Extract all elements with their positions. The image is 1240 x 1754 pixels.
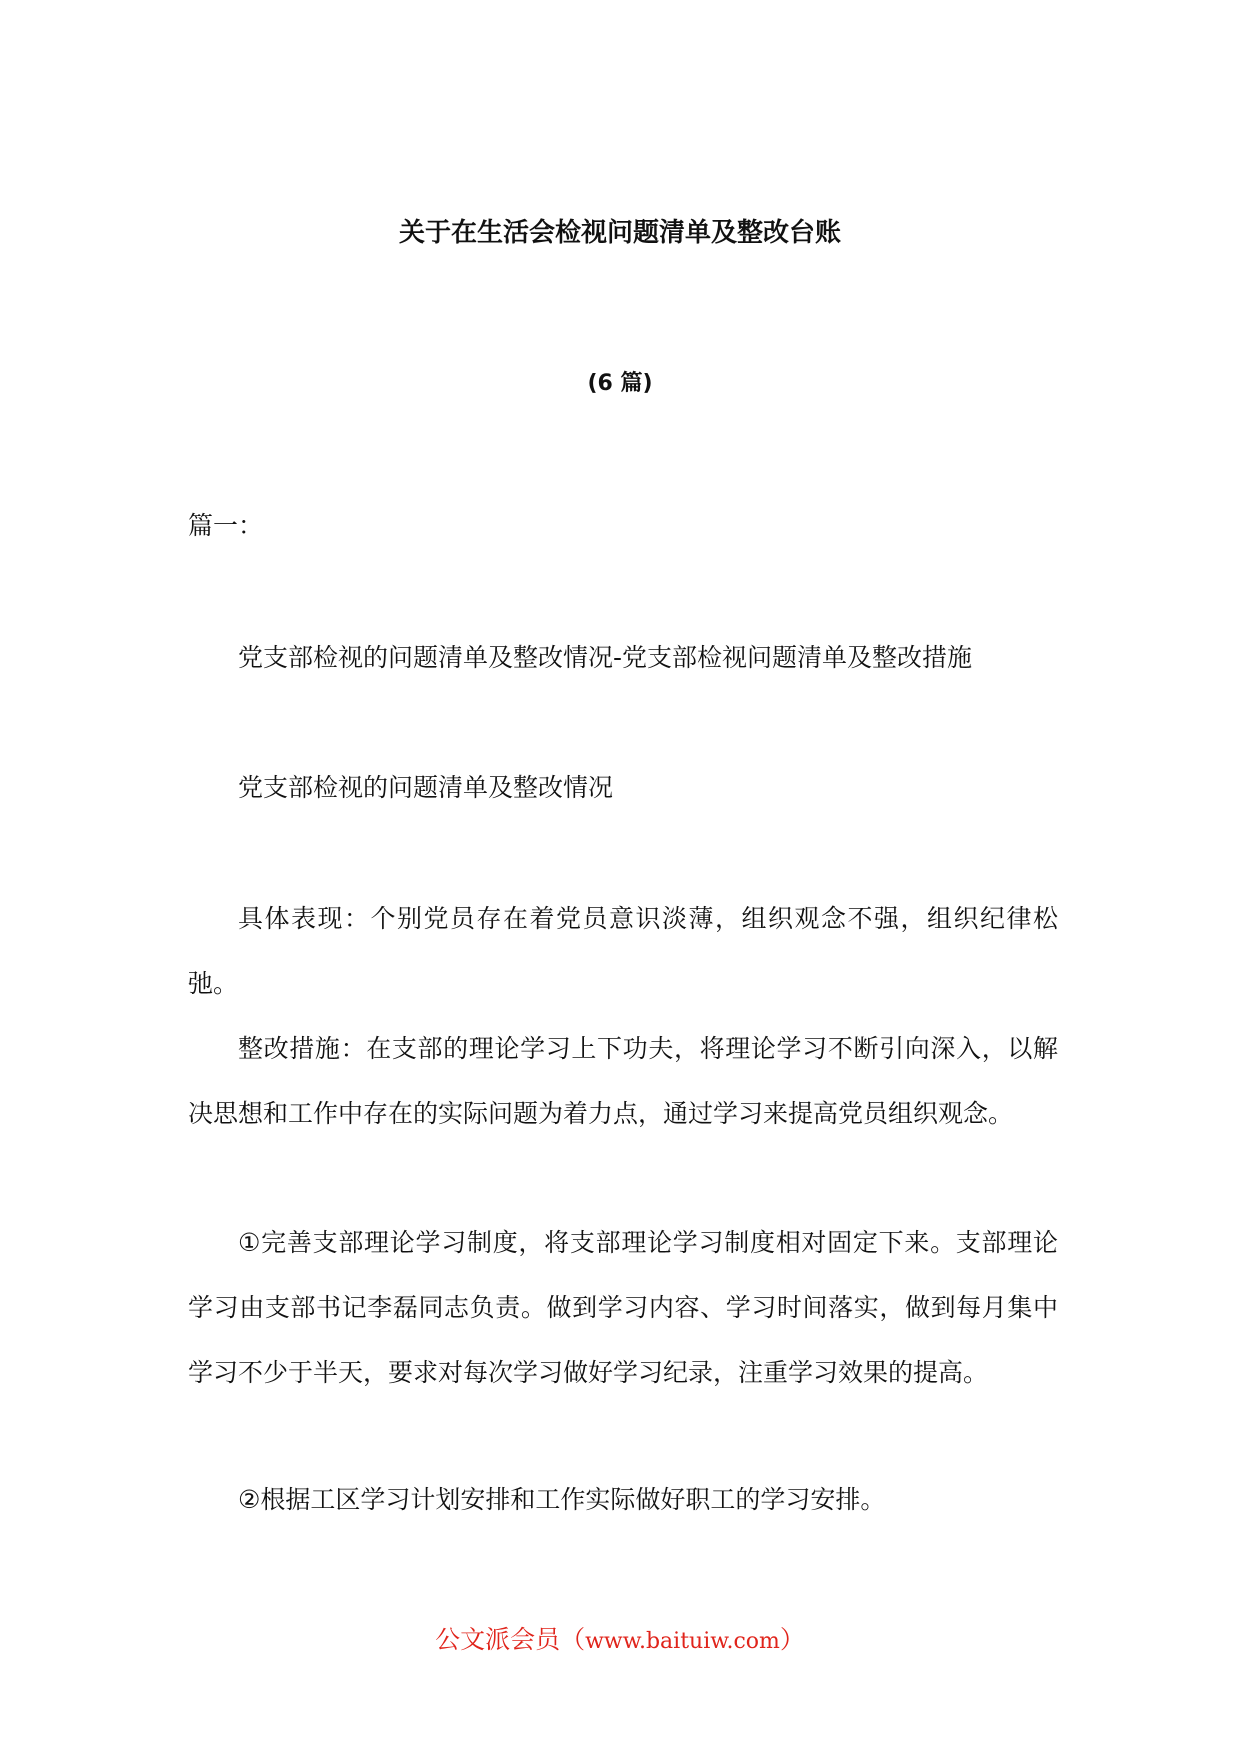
paragraph-2-block bbox=[188, 1016, 1058, 1146]
heading1-block bbox=[188, 625, 1058, 690]
document-subtitle: (6 篇) bbox=[587, 371, 653, 396]
paragraph-4-block bbox=[188, 1467, 1058, 1532]
paragraph-item-2: ②根据工区学习计划安排和工作实际做好职工的学习安排。 bbox=[238, 1485, 886, 1514]
paragraph-measures: 整改措施：在支部的理论学习上下功夫，将理论学习不断引向深入，以解决思想和工作中存在的实际问题为着力点，通过学习来提高党员组织观念。 bbox=[188, 1034, 1058, 1128]
paragraph-3-block bbox=[188, 1210, 1058, 1405]
paragraph-item-1: ①完善支部理论学习制度，将支部理论学习制度相对固定下来。支部理论学习由支部书记李磊同志负责。做到学习内容、学习时间落实，做到每月集中学习不少于半天，要求对每次学习做好学习纪录，注重学习效果的提高。 bbox=[188, 1228, 1058, 1387]
heading-secondary: 党支部检视的问题清单及整改情况 bbox=[238, 773, 614, 802]
footer-url[interactable]: www.baituiw.com bbox=[585, 1629, 780, 1654]
footer-suffix: ） bbox=[779, 1625, 805, 1654]
footer-watermark bbox=[0, 1620, 1240, 1656]
paragraph-1-block bbox=[188, 886, 1058, 1016]
section-label: 篇一： bbox=[188, 511, 264, 540]
section-label-block bbox=[188, 493, 1058, 558]
footer-prefix: 公文派会员（ bbox=[435, 1625, 586, 1654]
document-title: 关于在生活会检视问题清单及整改台账 bbox=[398, 218, 841, 248]
paragraph-manifestation: 具体表现：个别党员存在着党员意识淡薄，组织观念不强，组织纪律松弛。 bbox=[188, 904, 1058, 998]
heading-primary: 党支部检视的问题清单及整改情况-党支部检视问题清单及整改措施 bbox=[238, 643, 973, 672]
heading2-block bbox=[188, 755, 1058, 820]
